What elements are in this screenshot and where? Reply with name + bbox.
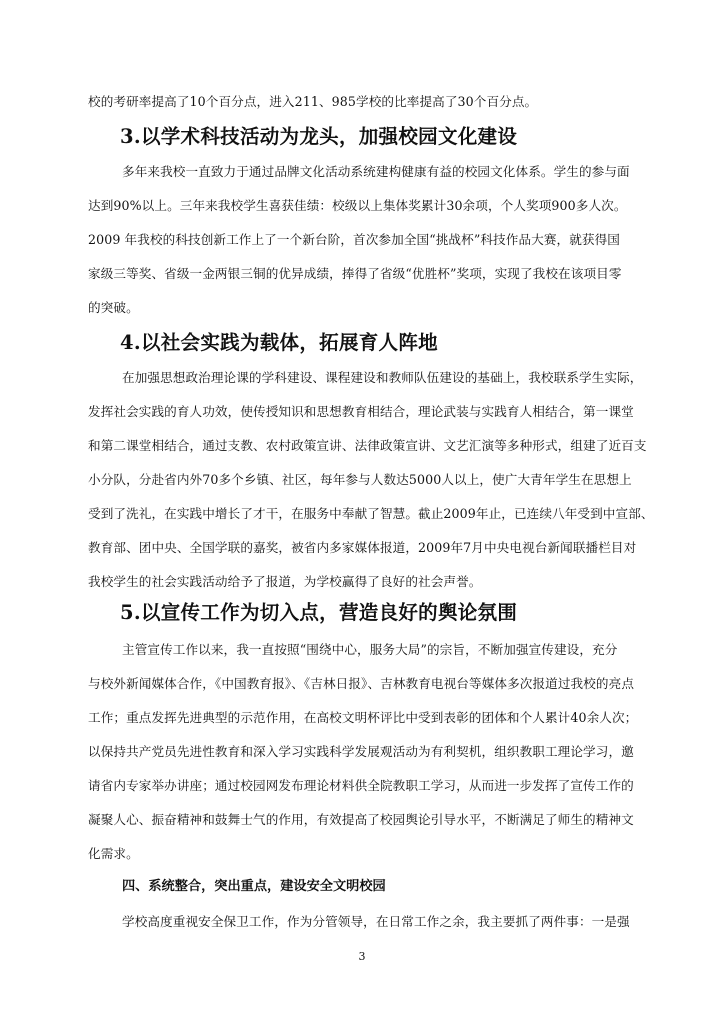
page-number: 3 xyxy=(358,950,366,963)
section-heading-3: 3.以学术科技活动为龙头，加强校园文化建设 xyxy=(120,125,518,148)
paragraph-line: 我校学生的社会实践活动给予了报道，为学校赢得了良好的社会声誉。 xyxy=(88,574,482,589)
paragraph-line: 和第二课堂相结合，通过支教、农村政策宣讲、法律政策宣讲、文艺汇演等多种形式，组建了近百支 xyxy=(88,438,647,453)
paragraph-line: 工作；重点发挥先进典型的示范作用，在高校文明杯评比中受到表彰的团体和个人累计40余人次； xyxy=(88,710,638,725)
paragraph-line: 校的考研率提高了10个百分点，进入211、985学校的比率提高了30个百分点。 xyxy=(88,94,538,109)
paragraph-line: 达到90%以上。三年来我校学生喜获佳绩：校级以上集体奖累计30余项，个人奖项900多人次。 xyxy=(88,198,627,213)
paragraph-line: 请省内专家举办讲座；通过校园网发布理论材料供全院教职工学习，从而进一步发挥了宣传工作的 xyxy=(88,778,634,793)
paragraph-line: 多年来我校一直致力于通过品牌文化活动系统建构健康有益的校园文化体系。学生的参与面 xyxy=(122,164,630,179)
paragraph-line: 2009 年我校的科技创新工作上了一个新台阶，首次参加全国“挑战杯”科技作品大赛，就获得国 xyxy=(88,232,620,247)
section-heading-4: 4.以社会实践为载体，拓展育人阵地 xyxy=(120,331,438,354)
paragraph-line: 与校外新闻媒体合作，《中国教育报》、《吉林日报》、吉林教育电视台等媒体多次报道过我校的亮点 xyxy=(88,676,635,691)
paragraph-line: 受到了洗礼，在实践中增长了才干，在服务中奉献了智慧。截止2009年止，已连续八年受到中宣部、 xyxy=(88,506,654,521)
paragraph-line: 在加强思想政治理论课的学科建设、课程建设和教师队伍建设的基础上，我校联系学生实际， xyxy=(122,370,643,385)
paragraph-line: 化需求。 xyxy=(88,846,139,861)
paragraph-line: 凝聚人心、振奋精神和鼓舞士气的作用，有效提高了校园舆论引导水平，不断满足了师生的精神文 xyxy=(88,812,634,827)
paragraph-line: 的突破。 xyxy=(88,300,139,315)
paragraph-line: 学校高度重视安全保卫工作，作为分管领导，在日常工作之余，我主要抓了两件事：一是强 xyxy=(122,914,630,929)
paragraph-line: 小分队，分赴省内外70多个乡镇、社区，每年参与人数达5000人以上，使广大青年学生在思想上 xyxy=(88,472,632,487)
section-heading-four: 四、系统整合，突出重点，建设安全文明校园 xyxy=(122,879,386,894)
paragraph-line: 发挥社会实践的育人功效，使传授知识和思想教育相结合，理论武装与实践育人相结合，第一课堂 xyxy=(88,404,634,419)
paragraph-line: 以保持共产党员先进性教育和深入学习实践科学发展观活动为有利契机，组织教职工理论学习，邀 xyxy=(88,744,634,759)
paragraph-line: 教育部、团中央、全国学联的嘉奖，被省内多家媒体报道，2009年7月中央电视台新闻联播栏目对 xyxy=(88,540,637,555)
paragraph-line: 家级三等奖、省级一金两银三铜的优异成绩，捧得了省级“优胜杯”奖项，实现了我校在该项目零 xyxy=(88,266,622,281)
paragraph-line: 主管宣传工作以来，我一直按照“围绕中心，服务大局”的宗旨，不断加强宣传建设，充分 xyxy=(122,642,618,657)
section-heading-5: 5.以宣传工作为切入点，营造良好的舆论氛围 xyxy=(120,601,518,624)
